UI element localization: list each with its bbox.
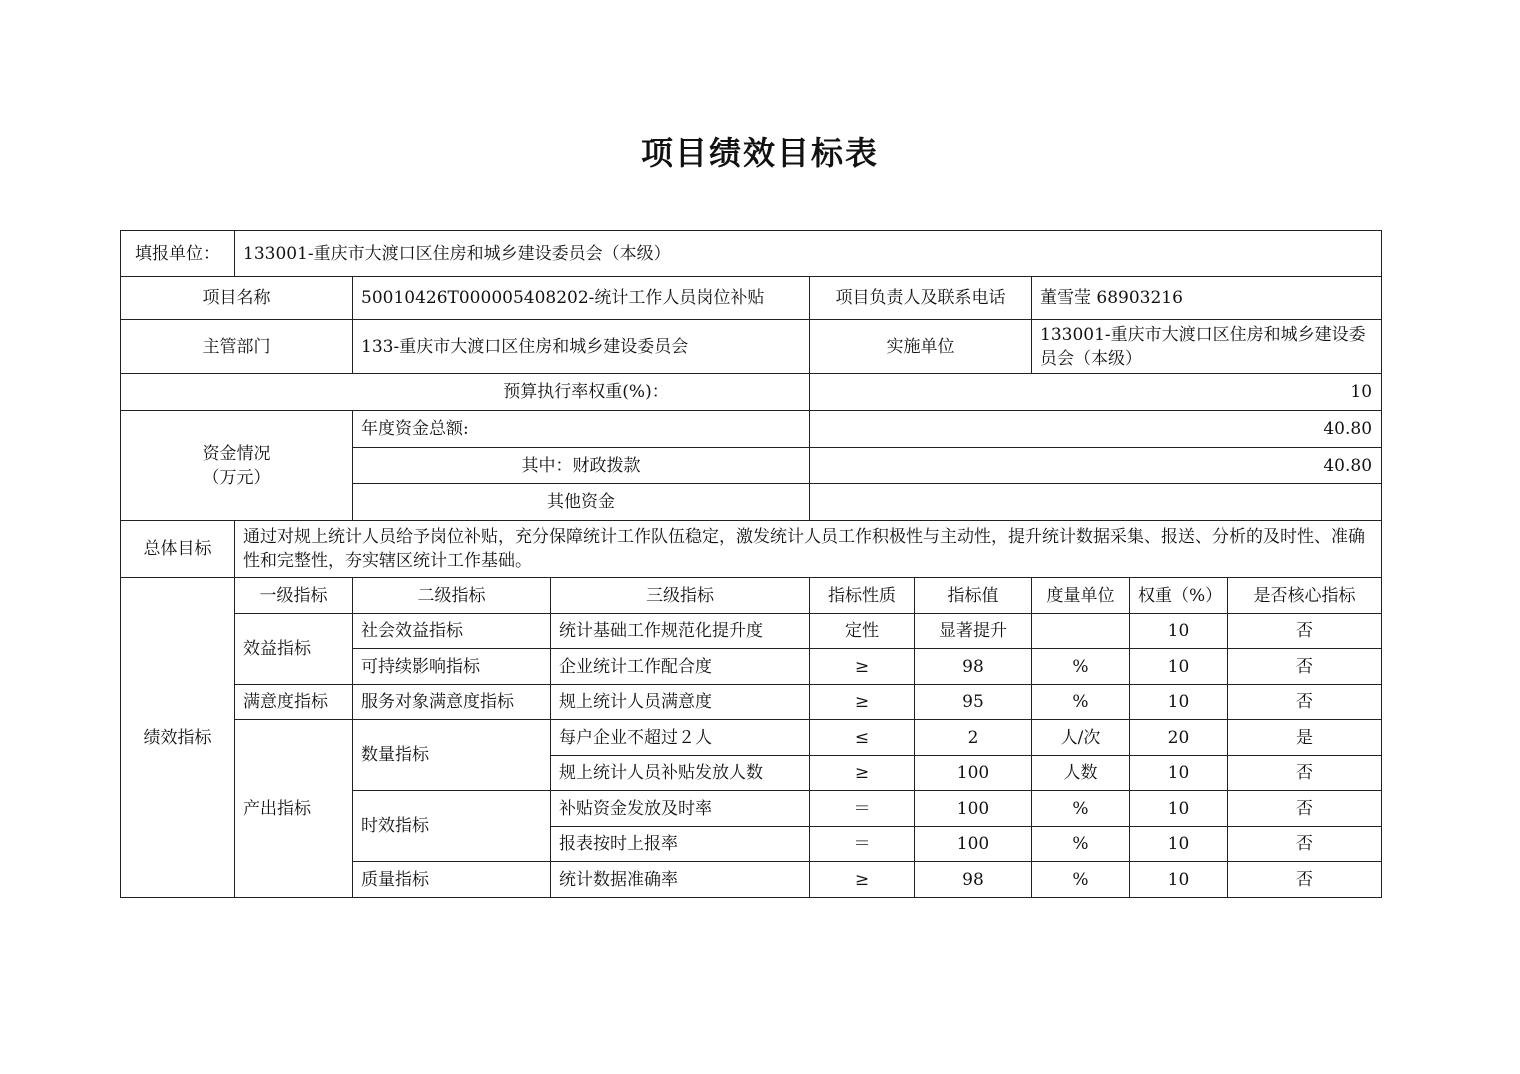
funds-other-label: 其他资金 xyxy=(353,484,810,521)
level2-social-benefit: 社会效益指标 xyxy=(353,614,551,649)
competent-dept-value: 133-重庆市大渡口区住房和城乡建设委员会 xyxy=(353,320,810,374)
nature-cell: ≥ xyxy=(810,756,915,791)
unit-cell: 人数 xyxy=(1032,756,1130,791)
core-cell: 否 xyxy=(1228,862,1382,898)
overall-goal-label: 总体目标 xyxy=(121,521,235,578)
value-cell: 100 xyxy=(915,827,1032,862)
level1-benefit: 效益指标 xyxy=(235,614,353,685)
competent-dept-label: 主管部门 xyxy=(121,320,353,374)
project-lead-value: 董雪莹 68903216 xyxy=(1032,277,1382,320)
weight-cell: 10 xyxy=(1130,685,1228,720)
level2-quality: 质量指标 xyxy=(353,862,551,898)
header-core: 是否核心指标 xyxy=(1228,578,1382,614)
project-name-label: 项目名称 xyxy=(121,277,353,320)
nature-cell: ≥ xyxy=(810,862,915,898)
filing-unit-value: 133001-重庆市大渡口区住房和城乡建设委员会（本级） xyxy=(235,231,1382,277)
page-title: 项目绩效目标表 xyxy=(640,134,879,172)
level3-cell: 规上统计人员补贴发放人数 xyxy=(551,756,810,791)
performance-target-table xyxy=(120,230,1382,898)
unit-cell: % xyxy=(1032,791,1130,827)
budget-weight-value: 10 xyxy=(810,374,1382,411)
funds-fiscal-label: 其中：财政拨款 xyxy=(353,448,810,484)
core-cell: 是 xyxy=(1228,720,1382,756)
header-level3: 三级指标 xyxy=(551,578,810,614)
core-cell: 否 xyxy=(1228,827,1382,862)
funds-total-label: 年度资金总额: xyxy=(353,411,810,448)
core-cell: 否 xyxy=(1228,791,1382,827)
indicator-header-row xyxy=(121,578,1382,614)
nature-cell: ≥ xyxy=(810,649,915,685)
funds-other-value xyxy=(810,484,1382,521)
funds-total-value: 40.80 xyxy=(810,411,1382,448)
project-name-row xyxy=(121,277,1382,320)
core-cell: 否 xyxy=(1228,685,1382,720)
value-cell: 98 xyxy=(915,862,1032,898)
value-cell: 95 xyxy=(915,685,1032,720)
unit-cell: % xyxy=(1032,649,1130,685)
unit-cell xyxy=(1032,614,1130,649)
project-name-value: 50010426T000005408202-统计工作人员岗位补贴 xyxy=(353,277,810,320)
indicator-row xyxy=(121,720,1382,756)
unit-cell: % xyxy=(1032,685,1130,720)
funds-fiscal-value: 40.80 xyxy=(810,448,1382,484)
nature-cell: 定性 xyxy=(810,614,915,649)
department-row xyxy=(121,320,1382,374)
indicator-row xyxy=(121,685,1382,720)
level3-cell: 规上统计人员满意度 xyxy=(551,685,810,720)
value-cell: 100 xyxy=(915,791,1032,827)
nature-cell: ＝ xyxy=(810,827,915,862)
core-cell: 否 xyxy=(1228,614,1382,649)
weight-cell: 10 xyxy=(1130,827,1228,862)
unit-cell: % xyxy=(1032,827,1130,862)
implementing-unit-value: 133001-重庆市大渡口区住房和城乡建设委员会（本级） xyxy=(1032,320,1382,374)
indicator-row xyxy=(121,614,1382,649)
weight-cell: 10 xyxy=(1130,862,1228,898)
level3-cell: 报表按时上报率 xyxy=(551,827,810,862)
level1-satisfaction: 满意度指标 xyxy=(235,685,353,720)
header-weight: 权重（%） xyxy=(1130,578,1228,614)
weight-cell: 20 xyxy=(1130,720,1228,756)
nature-cell: ＝ xyxy=(810,791,915,827)
unit-cell: 人/次 xyxy=(1032,720,1130,756)
core-cell: 否 xyxy=(1228,649,1382,685)
funds-total-row xyxy=(121,411,1382,448)
level3-cell: 每户企业不超过２人 xyxy=(551,720,810,756)
nature-cell: ≥ xyxy=(810,685,915,720)
weight-cell: 10 xyxy=(1130,649,1228,685)
header-unit: 度量单位 xyxy=(1032,578,1130,614)
value-cell: 98 xyxy=(915,649,1032,685)
level2-sustainable-impact: 可持续影响指标 xyxy=(353,649,551,685)
value-cell: 100 xyxy=(915,756,1032,791)
weight-cell: 10 xyxy=(1130,756,1228,791)
header-level2: 二级指标 xyxy=(353,578,551,614)
funds-label-line1: 资金情况 xyxy=(202,443,271,464)
filing-unit-row xyxy=(121,231,1382,277)
weight-cell: 10 xyxy=(1130,614,1228,649)
value-cell: 显著提升 xyxy=(915,614,1032,649)
header-level1: 一级指标 xyxy=(235,578,353,614)
value-cell: 2 xyxy=(915,720,1032,756)
level2-service-satisfaction: 服务对象满意度指标 xyxy=(353,685,551,720)
project-lead-label: 项目负责人及联系电话 xyxy=(810,277,1032,320)
nature-cell: ≤ xyxy=(810,720,915,756)
header-value: 指标值 xyxy=(915,578,1032,614)
core-cell: 否 xyxy=(1228,756,1382,791)
level2-timeliness: 时效指标 xyxy=(353,791,551,862)
implementing-unit-label: 实施单位 xyxy=(810,320,1032,374)
level1-output: 产出指标 xyxy=(235,720,353,898)
indicators-label: 绩效指标 xyxy=(121,578,235,898)
weight-cell: 10 xyxy=(1130,791,1228,827)
overall-goal-text: 通过对规上统计人员给予岗位补贴，充分保障统计工作队伍稳定，激发统计人员工作积极性与主动性，提升统计数据采集、报送、分析的及时性、准确性和完整性，夯实辖区统计工作基础。 xyxy=(235,521,1382,578)
funds-label-line2: （万元） xyxy=(202,467,271,488)
header-nature: 指标性质 xyxy=(810,578,915,614)
unit-cell: % xyxy=(1032,862,1130,898)
level3-cell: 统计数据准确率 xyxy=(551,862,810,898)
filing-unit-label: 填报单位： xyxy=(121,231,235,277)
level3-cell: 企业统计工作配合度 xyxy=(551,649,810,685)
budget-weight-label: 预算执行率权重(%)： xyxy=(121,374,810,411)
overall-goal-row xyxy=(121,521,1382,578)
budget-weight-row xyxy=(121,374,1382,411)
level3-cell: 补贴资金发放及时率 xyxy=(551,791,810,827)
level2-quantity: 数量指标 xyxy=(353,720,551,791)
level3-cell: 统计基础工作规范化提升度 xyxy=(551,614,810,649)
funds-label xyxy=(121,411,353,521)
